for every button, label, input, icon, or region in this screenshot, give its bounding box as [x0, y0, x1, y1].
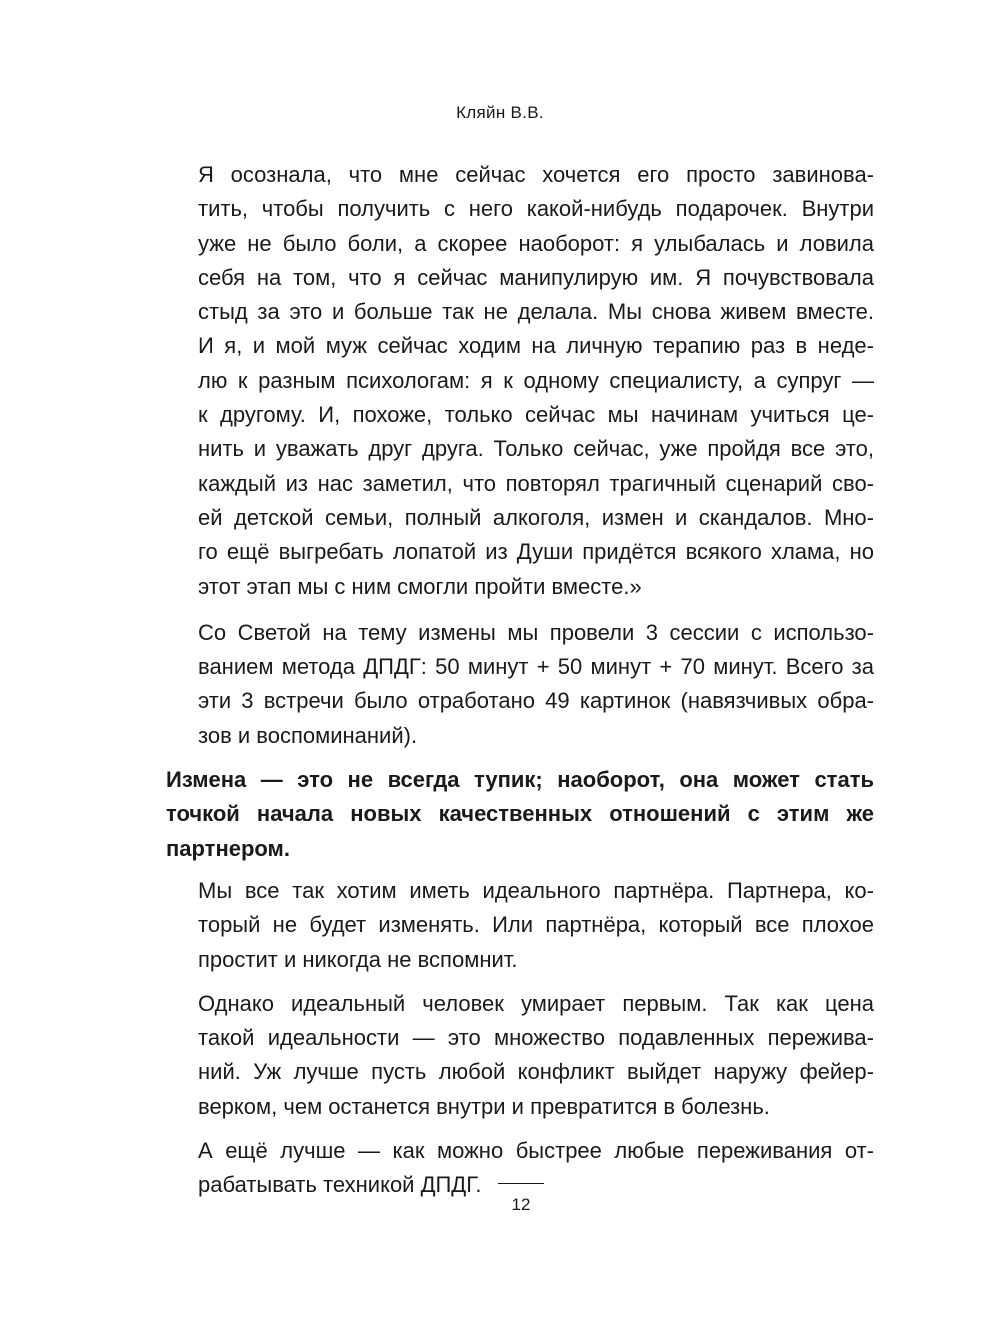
text-line: каждый из нас заметил, что повторял трагичный сценарий сво- [198, 470, 874, 496]
text-line: такой идеальности — это множество подавленных пережива- [198, 1025, 874, 1051]
text-line: стыд за это и больше так не делала. Мы снова живем вместе. [198, 299, 874, 325]
text-line: точкой начала новых качественных отношений с этим же [166, 801, 874, 827]
running-head: Кляйн В.В. [456, 103, 544, 122]
text-line: Измена — это не всегда тупик; наоборот, она может стать [166, 767, 874, 793]
text-line: ванием метода ДПДГ: 50 минут + 50 минут + 70 минут. Всего за [198, 654, 874, 680]
text-line: Однако идеальный человек умирает первым. Так как цена [198, 990, 874, 1016]
text-line: себя на том, что я сейчас манипулирую им. Я почувствовала [198, 264, 874, 290]
footer-rule [498, 1183, 544, 1184]
text-line: эти 3 встречи было отработано 49 картинок (навязчивых обра- [198, 688, 874, 714]
text-line: зов и воспоминаний). [198, 722, 418, 748]
text-line: лю к разным психологам: я к одному специалисту, а супруг — [198, 367, 874, 393]
text-line: партнером. [166, 835, 290, 861]
bold-statement [166, 763, 874, 866]
paragraph [166, 158, 874, 604]
text-line: ей детской семьи, полный алкоголя, измен и скандалов. Мно- [198, 504, 874, 530]
body-text [166, 158, 874, 1215]
text-line: тить, чтобы получить с него какой-нибудь подарочек. Внутри [198, 196, 874, 222]
paragraph [166, 616, 874, 753]
text-line: верком, чем останется внутри и превратится в болезнь. [198, 1093, 770, 1119]
text-line: И я, и мой муж сейчас ходим на личную терапию раз в неде- [198, 333, 874, 359]
paragraph [166, 1134, 874, 1203]
text-line: Со Светой на тему измены мы провели 3 сессии с использо- [198, 619, 874, 645]
text-line: рабатывать техникой ДПДГ. [198, 1172, 482, 1198]
text-line: торый не будет изменять. Или партнёра, который все плохое [198, 912, 874, 938]
text-line: уже не было боли, а скорее наоборот: я улыбалась и ловила [198, 230, 874, 256]
text-line: к другому. И, похоже, только сейчас мы начинам учиться це- [198, 402, 874, 428]
text-line: ний. Уж лучше пусть любой конфликт выйдет наружу фейер- [198, 1059, 874, 1085]
paragraph [166, 874, 874, 977]
text-line: этот этап мы с ним смогли пройти вместе.» [198, 573, 642, 599]
text-line: А ещё лучше — как можно быстрее любые переживания от- [198, 1138, 874, 1164]
text-line: простит и никогда не вспомнит. [198, 946, 518, 972]
text-line: Я осознала, что мне сейчас хочется его просто завинова- [198, 162, 874, 187]
text-line: нить и уважать друг друга. Только сейчас, уже пройдя все это, [198, 436, 874, 462]
text-line: Мы все так хотим иметь идеального партнёра. Партнера, ко- [198, 877, 874, 903]
paragraph [166, 987, 874, 1124]
page-number: 12 [511, 1195, 531, 1214]
text-line: го ещё выгребать лопатой из Души придётся всякого хлама, но [198, 539, 874, 565]
